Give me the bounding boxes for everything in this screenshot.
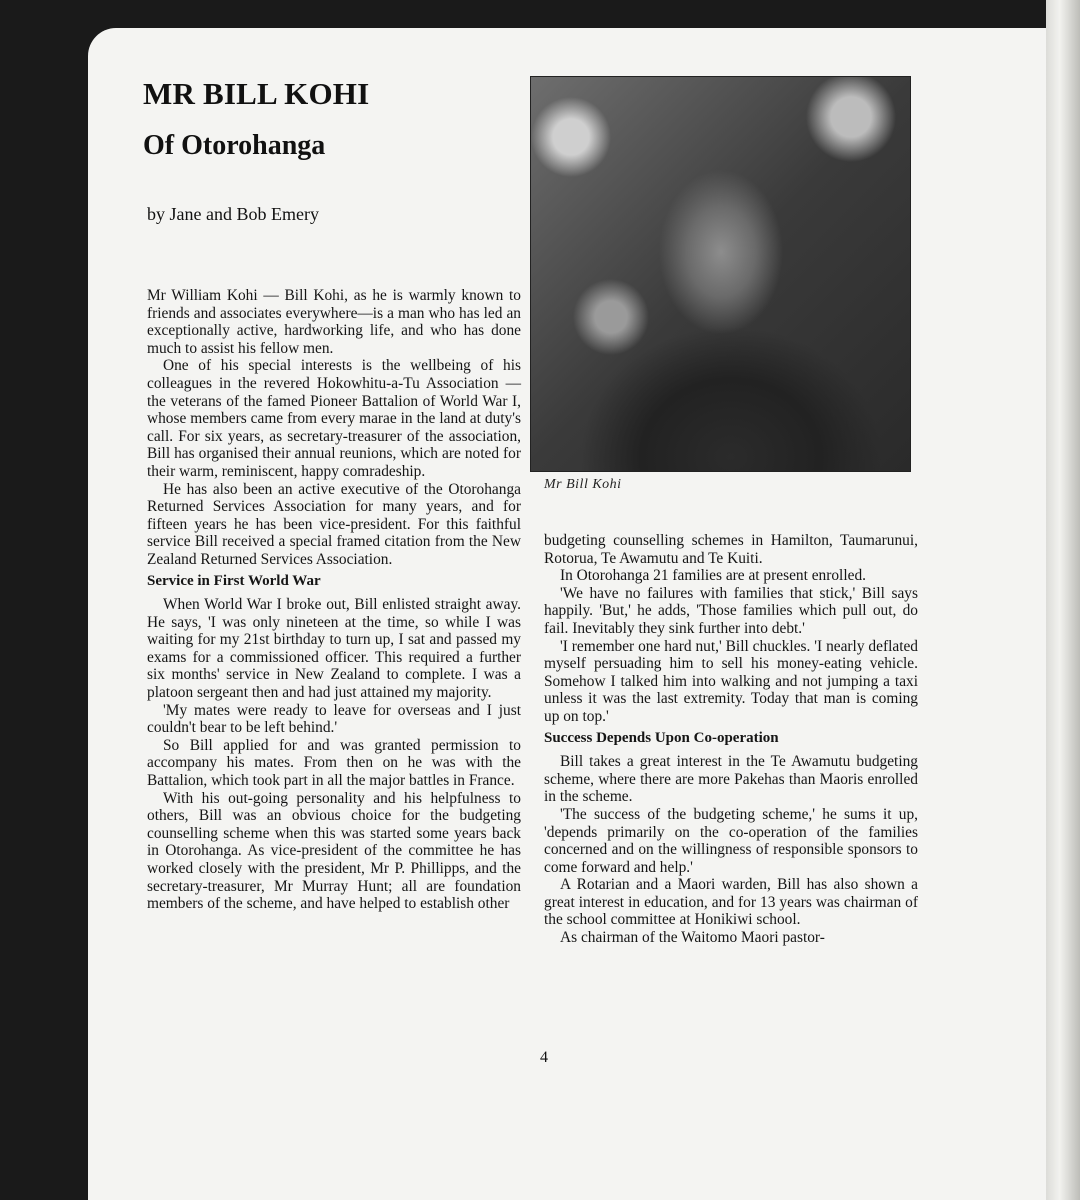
paragraph: So Bill applied for and was granted permission to accompany his mates. From then on he was with the Battalion, which took part in all the major battles in France. <box>147 736 521 790</box>
paragraph: When World War I broke out, Bill enlisted straight away. He says, 'I was only nineteen at the time, so while I was waiting for my 21st birthday to turn up, I sat and passed my exams for a commissioned officer. This required a further six months' service in New Zealand to complete. I was a platoon sergeant then and had just attained my majority. <box>147 596 521 702</box>
section-heading: Success Depends Upon Co-operation <box>544 729 779 746</box>
paragraph: With his out-going personality and his helpfulness to others, Bill was an obvious choice for the budgeting counselling scheme when this was started some years back in Otorohanga. As vice-president of the committee he has worked closely with the president, Mr P. Phillipps, and the secretary-treasurer, Mr Murray Hunt; all are foundation members of the scheme, and have helped to establish other <box>147 789 521 913</box>
paragraph: As chairman of the Waitomo Maori pastor- <box>560 929 825 947</box>
right-column <box>544 532 918 947</box>
article-byline: by Jane and Bob Emery <box>147 204 319 224</box>
paragraph: One of his special interests is the wellbeing of his colleagues in the revered Hokowhitu-a-Tu Association — the veterans of the famed Pioneer Battalion of World War I, whose members came from every marae in the land at duty's call. For six years, as secretary-treasurer of the association, Bill has organised their annual reunions, which are noted for their warm, reminiscent, happy comradeship. <box>147 357 521 480</box>
paragraph: 'I remember one hard nut,' Bill chuckles. 'I nearly deflated myself persuading him to sell his money-eating vehicle. Somehow I talked him into walking and not jumping a taxi unless it was the last extremity. Today that man is coming up on top.' <box>544 637 918 725</box>
paragraph: A Rotarian and a Maori warden, Bill has also shown a great interest in education, and for 13 years was chairman of the school committee at Honikiwi school. <box>544 876 918 929</box>
paragraph: He has also been an active executive of the Otorohanga Returned Services Association for many years, and for fifteen years he has been vice-president. For this faithful service Bill received a special framed citation from the New Zealand Returned Services Association. <box>147 480 521 568</box>
paragraph: 'The success of the budgeting scheme,' he sums it up, 'depends primarily on the co-operation of the families concerned and on the willingness of responsible sponsors to come forward and help.' <box>544 805 918 876</box>
left-column <box>147 287 521 913</box>
paragraph: Mr William Kohi — Bill Kohi, as he is warmly known to friends and associates everywhere—is a man who has led an exceptionally active, hardworking life, and who has done much to assist his fellow men. <box>147 287 521 357</box>
portrait-photo <box>530 76 911 472</box>
paragraph: In Otorohanga 21 families are at present enrolled. <box>560 567 866 585</box>
article-title: MR BILL KOHI <box>143 76 370 111</box>
paragraph: Bill takes a great interest in the Te Awamutu budgeting scheme, where there are more Pakehas than Maoris enrolled in the scheme. <box>544 753 918 806</box>
page-spine <box>1046 0 1080 1200</box>
photo-caption: Mr Bill Kohi <box>544 477 622 492</box>
paragraph: budgeting counselling schemes in Hamilton, Taumarunui, Rotorua, Te Awamutu and Te Kuiti. <box>544 532 918 567</box>
paragraph: 'We have no failures with families that stick,' Bill says happily. 'But,' he adds, 'Those families which pull out, do fail. Inevitably they sink further into debt.' <box>544 584 918 637</box>
page-number: 4 <box>540 1049 548 1066</box>
article-subtitle: Of Otorohanga <box>143 130 326 161</box>
section-heading: Service in First World War <box>147 572 321 589</box>
paragraph: 'My mates were ready to leave for overseas and I just couldn't bear to be left behind.' <box>147 701 521 737</box>
